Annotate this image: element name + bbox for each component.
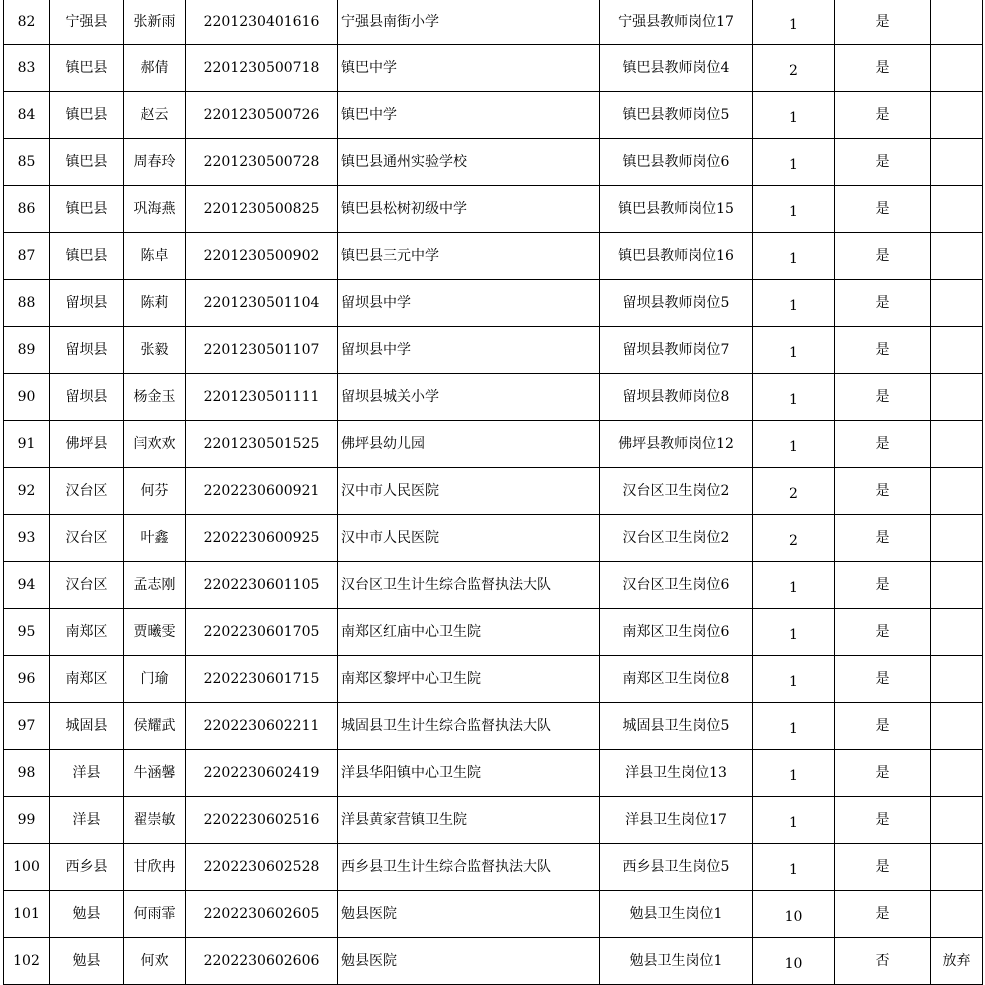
cell-exam-id: 2202230602516 (186, 797, 338, 844)
cell-hired: 是 (835, 562, 931, 609)
cell-note (931, 374, 983, 421)
cell-post: 镇巴县教师岗位16 (600, 233, 753, 280)
cell-post: 城固县卫生岗位5 (600, 703, 753, 750)
cell-post: 镇巴县教师岗位15 (600, 186, 753, 233)
cell-name: 何欢 (124, 938, 186, 985)
cell-row-number: 85 (4, 139, 50, 186)
cell-name: 张新雨 (124, 0, 186, 45)
cell-county: 镇巴县 (50, 139, 124, 186)
cell-hired: 是 (835, 656, 931, 703)
cell-hired: 是 (835, 515, 931, 562)
cell-row-number: 89 (4, 327, 50, 374)
cell-unit: 留坝县中学 (338, 327, 600, 374)
cell-hired: 是 (835, 374, 931, 421)
cell-row-number: 101 (4, 891, 50, 938)
cell-name: 郝倩 (124, 45, 186, 92)
cell-exam-id: 2202230602419 (186, 750, 338, 797)
cell-note (931, 233, 983, 280)
cell-note (931, 186, 983, 233)
cell-note: 放弃 (931, 938, 983, 985)
cell-exam-id: 2201230500902 (186, 233, 338, 280)
cell-hire-count: 10 (753, 938, 835, 985)
cell-post: 镇巴县教师岗位4 (600, 45, 753, 92)
cell-county: 佛坪县 (50, 421, 124, 468)
table-row (4, 327, 983, 374)
cell-hired: 是 (835, 92, 931, 139)
cell-exam-id: 2201230500825 (186, 186, 338, 233)
cell-note (931, 703, 983, 750)
table-row (4, 844, 983, 891)
cell-hire-count: 1 (753, 562, 835, 609)
table-row (4, 421, 983, 468)
table-row (4, 0, 983, 45)
cell-hired: 是 (835, 233, 931, 280)
cell-note (931, 280, 983, 327)
table-row (4, 656, 983, 703)
table-row (4, 562, 983, 609)
cell-unit: 西乡县卫生计生综合监督执法大队 (338, 844, 600, 891)
cell-hire-count: 1 (753, 233, 835, 280)
cell-note (931, 562, 983, 609)
cell-hire-count: 1 (753, 139, 835, 186)
table-row (4, 374, 983, 421)
cell-county: 留坝县 (50, 374, 124, 421)
cell-post: 洋县卫生岗位17 (600, 797, 753, 844)
table-row (4, 703, 983, 750)
cell-post: 留坝县教师岗位8 (600, 374, 753, 421)
cell-hired: 是 (835, 609, 931, 656)
cell-hire-count: 1 (753, 374, 835, 421)
cell-name: 闫欢欢 (124, 421, 186, 468)
cell-row-number: 102 (4, 938, 50, 985)
cell-row-number: 84 (4, 92, 50, 139)
cell-unit: 洋县黄家营镇卫生院 (338, 797, 600, 844)
cell-unit: 留坝县城关小学 (338, 374, 600, 421)
cell-row-number: 93 (4, 515, 50, 562)
cell-note (931, 515, 983, 562)
cell-county: 汉台区 (50, 562, 124, 609)
cell-hire-count: 1 (753, 656, 835, 703)
cell-note (931, 327, 983, 374)
cell-exam-id: 2201230500718 (186, 45, 338, 92)
cell-county: 南郑区 (50, 656, 124, 703)
cell-county: 宁强县 (50, 0, 124, 45)
cell-post: 洋县卫生岗位13 (600, 750, 753, 797)
results-table (3, 0, 983, 985)
cell-hire-count: 1 (753, 186, 835, 233)
cell-note (931, 421, 983, 468)
cell-unit: 镇巴县三元中学 (338, 233, 600, 280)
table-row (4, 92, 983, 139)
cell-name: 杨金玉 (124, 374, 186, 421)
cell-row-number: 91 (4, 421, 50, 468)
cell-hired: 是 (835, 891, 931, 938)
cell-unit: 镇巴中学 (338, 45, 600, 92)
cell-name: 叶鑫 (124, 515, 186, 562)
cell-name: 张毅 (124, 327, 186, 374)
cell-name: 贾曦雯 (124, 609, 186, 656)
cell-unit: 汉中市人民医院 (338, 468, 600, 515)
cell-unit: 汉台区卫生计生综合监督执法大队 (338, 562, 600, 609)
cell-unit: 南郑区红庙中心卫生院 (338, 609, 600, 656)
cell-post: 南郑区卫生岗位8 (600, 656, 753, 703)
cell-name: 何芬 (124, 468, 186, 515)
cell-name: 甘欣冉 (124, 844, 186, 891)
cell-hire-count: 1 (753, 750, 835, 797)
cell-name: 周春玲 (124, 139, 186, 186)
cell-row-number: 83 (4, 45, 50, 92)
cell-hired: 是 (835, 327, 931, 374)
cell-hired: 是 (835, 280, 931, 327)
cell-exam-id: 2202230602211 (186, 703, 338, 750)
cell-county: 洋县 (50, 797, 124, 844)
cell-county: 镇巴县 (50, 45, 124, 92)
cell-county: 勉县 (50, 938, 124, 985)
cell-county: 南郑区 (50, 609, 124, 656)
cell-unit: 镇巴县松树初级中学 (338, 186, 600, 233)
cell-name: 何雨霏 (124, 891, 186, 938)
cell-name: 门瑜 (124, 656, 186, 703)
cell-name: 赵云 (124, 92, 186, 139)
cell-row-number: 88 (4, 280, 50, 327)
cell-row-number: 92 (4, 468, 50, 515)
cell-exam-id: 2202230602605 (186, 891, 338, 938)
cell-hire-count: 1 (753, 0, 835, 45)
cell-exam-id: 2201230500726 (186, 92, 338, 139)
cell-row-number: 99 (4, 797, 50, 844)
cell-county: 镇巴县 (50, 92, 124, 139)
cell-name: 陈莉 (124, 280, 186, 327)
cell-exam-id: 2201230500728 (186, 139, 338, 186)
cell-name: 孟志刚 (124, 562, 186, 609)
cell-unit: 洋县华阳镇中心卫生院 (338, 750, 600, 797)
cell-post: 勉县卫生岗位1 (600, 891, 753, 938)
cell-row-number: 98 (4, 750, 50, 797)
cell-hire-count: 1 (753, 280, 835, 327)
cell-post: 汉台区卫生岗位2 (600, 468, 753, 515)
cell-unit: 镇巴中学 (338, 92, 600, 139)
cell-county: 镇巴县 (50, 233, 124, 280)
cell-hire-count: 2 (753, 45, 835, 92)
cell-name: 牛涵馨 (124, 750, 186, 797)
cell-exam-id: 2202230601705 (186, 609, 338, 656)
cell-post: 留坝县教师岗位7 (600, 327, 753, 374)
cell-note (931, 797, 983, 844)
cell-post: 勉县卫生岗位1 (600, 938, 753, 985)
cell-name: 翟崇敏 (124, 797, 186, 844)
cell-exam-id: 2201230501104 (186, 280, 338, 327)
cell-row-number: 94 (4, 562, 50, 609)
table-row (4, 468, 983, 515)
cell-exam-id: 2201230501525 (186, 421, 338, 468)
cell-note (931, 92, 983, 139)
cell-post: 南郑区卫生岗位6 (600, 609, 753, 656)
cell-row-number: 97 (4, 703, 50, 750)
cell-post: 镇巴县教师岗位5 (600, 92, 753, 139)
cell-note (931, 656, 983, 703)
cell-row-number: 90 (4, 374, 50, 421)
cell-hired: 是 (835, 797, 931, 844)
cell-row-number: 86 (4, 186, 50, 233)
cell-unit: 南郑区黎坪中心卫生院 (338, 656, 600, 703)
cell-hire-count: 10 (753, 891, 835, 938)
cell-unit: 留坝县中学 (338, 280, 600, 327)
table-row (4, 139, 983, 186)
cell-note (931, 891, 983, 938)
cell-hired: 是 (835, 468, 931, 515)
table-row (4, 45, 983, 92)
table-body (4, 0, 983, 985)
cell-unit: 汉中市人民医院 (338, 515, 600, 562)
cell-unit: 城固县卫生计生综合监督执法大队 (338, 703, 600, 750)
table-row (4, 609, 983, 656)
cell-name: 侯耀武 (124, 703, 186, 750)
cell-county: 城固县 (50, 703, 124, 750)
cell-hire-count: 1 (753, 327, 835, 374)
cell-row-number: 96 (4, 656, 50, 703)
cell-exam-id: 2201230501111 (186, 374, 338, 421)
cell-row-number: 95 (4, 609, 50, 656)
cell-exam-id: 2202230602606 (186, 938, 338, 985)
cell-exam-id: 2201230401616 (186, 0, 338, 45)
cell-county: 勉县 (50, 891, 124, 938)
cell-name: 陈卓 (124, 233, 186, 280)
cell-post: 西乡县卫生岗位5 (600, 844, 753, 891)
table-row (4, 280, 983, 327)
cell-county: 西乡县 (50, 844, 124, 891)
cell-hired: 否 (835, 938, 931, 985)
cell-note (931, 139, 983, 186)
cell-hired: 是 (835, 750, 931, 797)
cell-post: 留坝县教师岗位5 (600, 280, 753, 327)
cell-hired: 是 (835, 703, 931, 750)
cell-exam-id: 2201230501107 (186, 327, 338, 374)
cell-row-number: 87 (4, 233, 50, 280)
cell-county: 镇巴县 (50, 186, 124, 233)
cell-row-number: 100 (4, 844, 50, 891)
cell-hire-count: 1 (753, 609, 835, 656)
cell-note (931, 844, 983, 891)
table-row (4, 515, 983, 562)
cell-exam-id: 2202230601105 (186, 562, 338, 609)
cell-exam-id: 2202230601715 (186, 656, 338, 703)
cell-exam-id: 2202230600921 (186, 468, 338, 515)
table-row (4, 797, 983, 844)
cell-county: 留坝县 (50, 327, 124, 374)
cell-post: 汉台区卫生岗位6 (600, 562, 753, 609)
cell-hire-count: 1 (753, 844, 835, 891)
cell-unit: 镇巴县通州实验学校 (338, 139, 600, 186)
cell-note (931, 468, 983, 515)
table-row (4, 938, 983, 985)
cell-hired: 是 (835, 421, 931, 468)
cell-post: 佛坪县教师岗位12 (600, 421, 753, 468)
table-row (4, 186, 983, 233)
cell-hired: 是 (835, 45, 931, 92)
cell-row-number: 82 (4, 0, 50, 45)
cell-name: 巩海燕 (124, 186, 186, 233)
cell-hire-count: 1 (753, 797, 835, 844)
table-row (4, 233, 983, 280)
cell-county: 汉台区 (50, 515, 124, 562)
cell-note (931, 750, 983, 797)
cell-post: 汉台区卫生岗位2 (600, 515, 753, 562)
cell-county: 汉台区 (50, 468, 124, 515)
cell-hire-count: 1 (753, 92, 835, 139)
cell-unit: 佛坪县幼儿园 (338, 421, 600, 468)
cell-unit: 勉县医院 (338, 938, 600, 985)
cell-hire-count: 1 (753, 421, 835, 468)
cell-hire-count: 1 (753, 703, 835, 750)
cell-post: 宁强县教师岗位17 (600, 0, 753, 45)
cell-unit: 勉县医院 (338, 891, 600, 938)
table-row (4, 891, 983, 938)
cell-county: 洋县 (50, 750, 124, 797)
cell-hired: 是 (835, 139, 931, 186)
table-row (4, 750, 983, 797)
cell-hired: 是 (835, 844, 931, 891)
cell-note (931, 0, 983, 45)
cell-hire-count: 2 (753, 515, 835, 562)
cell-hire-count: 2 (753, 468, 835, 515)
cell-hired: 是 (835, 186, 931, 233)
cell-exam-id: 2202230602528 (186, 844, 338, 891)
cell-post: 镇巴县教师岗位6 (600, 139, 753, 186)
cell-unit: 宁强县南街小学 (338, 0, 600, 45)
cell-note (931, 609, 983, 656)
cell-note (931, 45, 983, 92)
cell-hired: 是 (835, 0, 931, 45)
cell-county: 留坝县 (50, 280, 124, 327)
cell-exam-id: 2202230600925 (186, 515, 338, 562)
